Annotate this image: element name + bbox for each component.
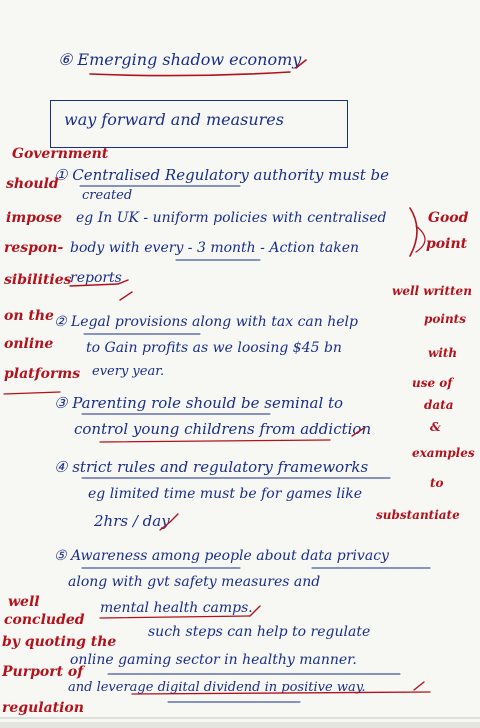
annotation-right-9: examples — [412, 446, 475, 460]
conclusion-line-1: such steps can help to regulate — [148, 624, 371, 640]
annotation-right-8: & — [430, 420, 441, 434]
annotation-left-13: regulation — [2, 700, 84, 716]
annotation-left-2: should — [6, 176, 59, 192]
annotation-right-3: well written — [392, 284, 472, 298]
annotation-right-11: substantiate — [376, 508, 460, 522]
point-4-line-2: eg limited time must be for games like — [88, 486, 363, 502]
annotation-right-6: use of — [412, 376, 453, 390]
annotation-left-8: platforms — [4, 366, 81, 382]
annotation-left-3: impose — [6, 210, 63, 226]
point-1-line-2: created — [82, 188, 133, 203]
scan-edge — [0, 722, 480, 728]
point-2-line-3: every year. — [92, 364, 165, 379]
section-heading: ⑥ Emerging shadow economy — [58, 50, 302, 69]
annotation-right-7: data — [424, 398, 454, 412]
point-5-line-2: along with gvt safety measures and — [68, 574, 321, 590]
point-5-line-3: mental health camps. — [100, 600, 253, 616]
conclusion-line-2: online gaming sector in healthy manner. — [70, 652, 357, 668]
annotation-left-4: respon- — [4, 240, 64, 256]
point-1-line-1: ① Centralised Regulatory authority must be — [54, 166, 389, 184]
annotation-left-7: online — [4, 336, 54, 352]
point-4-line-1: ④ strict rules and regulatory frameworks — [54, 458, 369, 476]
annotation-left-12: Purport of — [2, 664, 84, 680]
annotation-left-10: concluded — [4, 612, 85, 628]
point-1-line-4: body with every - 3 month - Action taken — [70, 240, 360, 256]
point-5-line-1: ⑤ Awareness among people about data privacy — [54, 548, 389, 564]
annotation-left-1: Government — [12, 146, 109, 162]
conclusion-line-3: and leverage digital dividend in positive way. — [68, 680, 366, 695]
point-4-line-3: 2hrs / day — [94, 512, 170, 530]
point-1-line-3: eg In UK - uniform policies with centralised — [76, 210, 387, 226]
point-2-line-2: to Gain profits as we loosing $45 bn — [86, 340, 342, 356]
annotation-right-1: Good — [428, 210, 469, 226]
point-3-line-1: ③ Parenting role should be seminal to — [54, 394, 344, 412]
annotation-right-2: point — [426, 236, 468, 252]
annotation-left-9: well — [8, 594, 40, 610]
annotation-right-5: with — [428, 346, 458, 360]
point-1-line-5: reports — [70, 270, 122, 286]
annotation-left-11: by quoting the — [2, 634, 117, 650]
annotation-left-5: sibilities — [4, 272, 72, 288]
annotation-right-10: to — [430, 476, 444, 490]
annotation-right-4: points — [424, 312, 466, 326]
point-3-line-2: control young childrens from addiction — [74, 420, 372, 438]
box-title: way forward and measures — [64, 110, 284, 129]
annotation-left-6: on the — [4, 308, 54, 324]
point-2-line-1: ② Legal provisions along with tax can help — [54, 314, 358, 330]
